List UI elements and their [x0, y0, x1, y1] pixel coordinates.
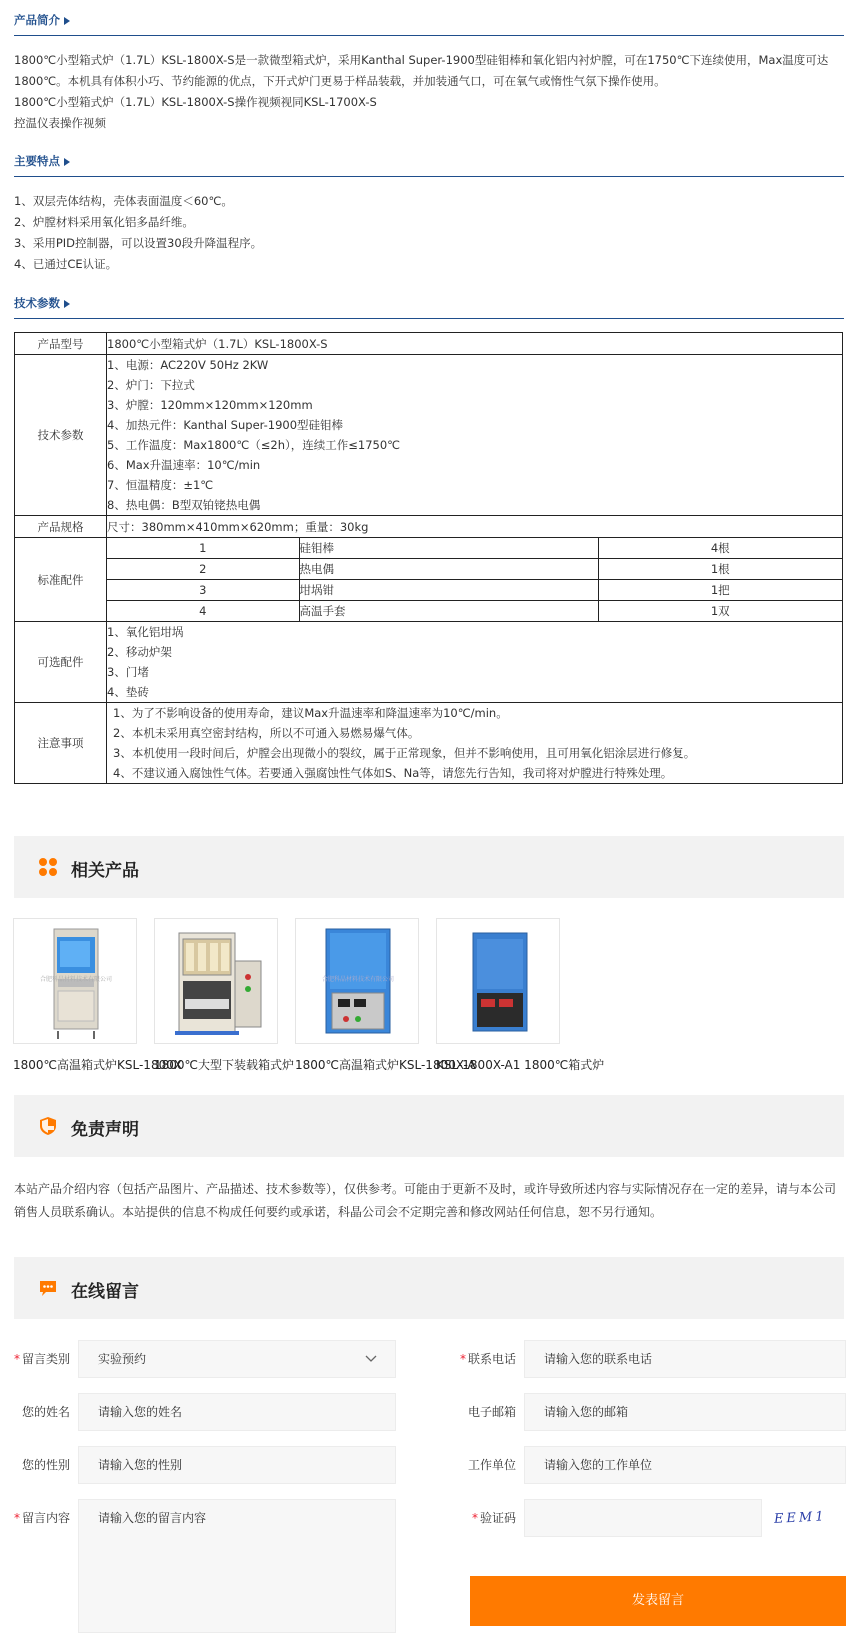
name-label: 您的姓名	[21, 1405, 70, 1419]
arrow-right-icon	[64, 300, 70, 308]
type-label: * 留言类别	[13, 1352, 70, 1366]
gender-input[interactable]: 请输入您的性别	[78, 1446, 396, 1484]
notes-list	[107, 703, 843, 784]
gender-label: 您的性别	[21, 1458, 70, 1472]
tech-item: 8、热电偶：B型双铂铑热电偶	[107, 498, 261, 512]
related-product-card[interactable]	[13, 918, 183, 1073]
features-section-header	[14, 141, 844, 177]
name-input[interactable]: 请输入您的姓名	[78, 1393, 396, 1431]
model-label: 产品型号	[15, 333, 107, 355]
intro-video-link[interactable]: 1800℃小型箱式炉（1.7L）KSL-1800X-S操作视频视同KSL-1700X-S	[14, 95, 377, 109]
features-heading: 主要特点	[14, 154, 60, 168]
product-image[interactable]	[436, 918, 560, 1044]
related-section-header	[14, 836, 844, 898]
optional-item: 3、门堵	[107, 665, 149, 679]
accessories-label: 标准配件	[15, 538, 107, 622]
shield-icon	[38, 1116, 58, 1136]
phone-input[interactable]: 请输入您的联系电话	[524, 1340, 846, 1378]
table-row: 4 高温手套 1双	[107, 601, 842, 622]
watermark-text: 合肥科晶材料技术有限公司	[321, 976, 395, 983]
email-label: 电子邮箱	[467, 1405, 516, 1419]
content-label: * 留言内容	[13, 1511, 70, 1525]
tech-list	[107, 355, 843, 516]
intro-paragraph: 1800℃小型箱式炉（1.7L）KSL-1800X-S是一款微型箱式炉，采用Kanthal Super-1900型硅钼棒和氧化铝内衬炉膛，可在1750℃下连续使用，Max温度可达1800℃。本机具有体积小巧、节约能源的优点，下开式炉门更易于样品装载，并加装通气口，可在氧气或惰性气氛下操作使用。	[14, 53, 829, 88]
intro-heading: 产品简介	[14, 12, 70, 28]
grid-icon	[38, 857, 58, 877]
captcha-image[interactable]: EEM1	[773, 1509, 827, 1527]
note-item: 1、为了不影响设备的使用寿命，建议Max升温速率和降温速率为10℃/min。	[113, 706, 508, 720]
table-row: 3 坩埚钳 1把	[107, 580, 842, 601]
size-label: 产品规格	[15, 516, 107, 538]
watermark-text: 合肥科晶材料技术有限公司	[39, 976, 113, 983]
related-product-card[interactable]	[295, 918, 476, 1073]
product-image[interactable]	[295, 918, 419, 1044]
product-caption[interactable]: 1800℃高温箱式炉KSL-1800X	[13, 1058, 183, 1072]
message-section-header	[14, 1257, 844, 1319]
content-textarea[interactable]: 请输入您的留言内容	[78, 1499, 396, 1633]
controller-video-link[interactable]: 控温仪表操作视频	[14, 116, 106, 130]
product-caption[interactable]: KSL-1800X-A1 1800℃箱式炉	[436, 1058, 605, 1072]
notes-label: 注意事项	[15, 703, 107, 784]
arrow-right-icon	[64, 158, 70, 166]
disclaimer-heading: 免责声明	[71, 1120, 139, 1140]
tech-item: 2、炉门：下拉式	[107, 378, 195, 392]
feature-item: 4、已通过CE认证。	[14, 257, 118, 271]
tech-item: 7、恒温精度：±1℃	[107, 478, 214, 492]
optional-item: 4、垫砖	[107, 685, 149, 699]
disclaimer-text: 本站产品介绍内容（包括产品图片、产品描述、技术参数等），仅供参考。可能由于更新不及时，或许导致所述内容与实际情况存在一定的差异，请与本公司销售人员联系确认。本站提供的信息不构成任何要约或承诺，科晶公司会不定期完善和修改网站任何信息，恕不另行通知。	[14, 1182, 837, 1219]
tech-item: 4、加热元件：Kanthal Super-1900型硅钼棒	[107, 418, 344, 432]
feature-item: 3、采用PID控制器，可以设置30段升降温程序。	[14, 236, 263, 250]
disclaimer-section-header	[14, 1095, 844, 1157]
size-value: 尺寸：380mm×410mm×620mm；重量：30kg	[107, 516, 843, 538]
type-select[interactable]: 实验预约	[78, 1340, 396, 1378]
feature-item: 2、炉膛材料采用氧化铝多晶纤维。	[14, 215, 194, 229]
note-item: 2、本机未采用真空密封结构，所以不可通入易燃易爆气体。	[113, 726, 420, 740]
tech-item: 5、工作温度：Max1800℃（≤2h），连续工作≤1750℃	[107, 438, 401, 452]
model-value: 1800℃小型箱式炉（1.7L）KSL-1800X-S	[107, 333, 843, 355]
message-heading: 在线留言	[71, 1282, 139, 1302]
product-caption[interactable]: 1800℃高温箱式炉KSL-1800X-A	[295, 1058, 476, 1072]
optional-label: 可选配件	[15, 622, 107, 703]
tech-item: 3、炉膛：120mm×120mm×120mm	[107, 398, 313, 412]
submit-button[interactable]: 发表留言	[470, 1576, 846, 1626]
intro-section-header	[14, 0, 844, 36]
optional-list	[107, 622, 843, 703]
specs-heading: 技术参数	[14, 296, 60, 310]
captcha-input[interactable]	[524, 1499, 762, 1537]
note-item: 3、本机使用一段时间后，炉膛会出现微小的裂纹，属于正常现象，但并不影响使用，且可用氧化铝涂层进行修复。	[113, 746, 696, 760]
related-heading: 相关产品	[71, 861, 139, 881]
feature-item: 1、双层壳体结构，壳体表面温度＜60℃。	[14, 194, 233, 208]
tech-label: 技术参数	[15, 355, 107, 516]
spec-table	[14, 332, 843, 784]
accessories-table	[107, 538, 842, 621]
product-image[interactable]	[13, 918, 137, 1044]
phone-label: * 联系电话	[459, 1352, 516, 1366]
related-product-card[interactable]	[436, 918, 605, 1073]
related-product-card[interactable]	[154, 918, 295, 1073]
email-input[interactable]: 请输入您的邮箱	[524, 1393, 846, 1431]
tech-item: 1、电源：AC220V 50Hz 2KW	[107, 358, 269, 372]
captcha-label: * 验证码	[471, 1511, 516, 1525]
tech-item: 6、Max升温速率：10℃/min	[107, 458, 261, 472]
arrow-right-icon	[64, 17, 70, 25]
company-label: 工作单位	[467, 1458, 516, 1472]
product-image[interactable]	[154, 918, 278, 1044]
chevron-down-icon	[365, 1355, 377, 1363]
table-row: 1 硅钼棒 4根	[107, 538, 842, 559]
company-input[interactable]: 请输入您的工作单位	[524, 1446, 846, 1484]
specs-section-header	[14, 283, 844, 319]
note-item: 4、不建议通入腐蚀性气体。若要通入强腐蚀性气体如S、Na等，请您先行告知，我司将对炉膛进行特殊处理。	[113, 766, 673, 780]
chat-icon	[38, 1278, 58, 1298]
product-caption[interactable]: 1800℃大型下装载箱式炉	[154, 1058, 295, 1072]
optional-item: 2、移动炉架	[107, 645, 172, 659]
table-row: 2 热电偶 1根	[107, 559, 842, 580]
optional-item: 1、氧化铝坩埚	[107, 625, 184, 639]
